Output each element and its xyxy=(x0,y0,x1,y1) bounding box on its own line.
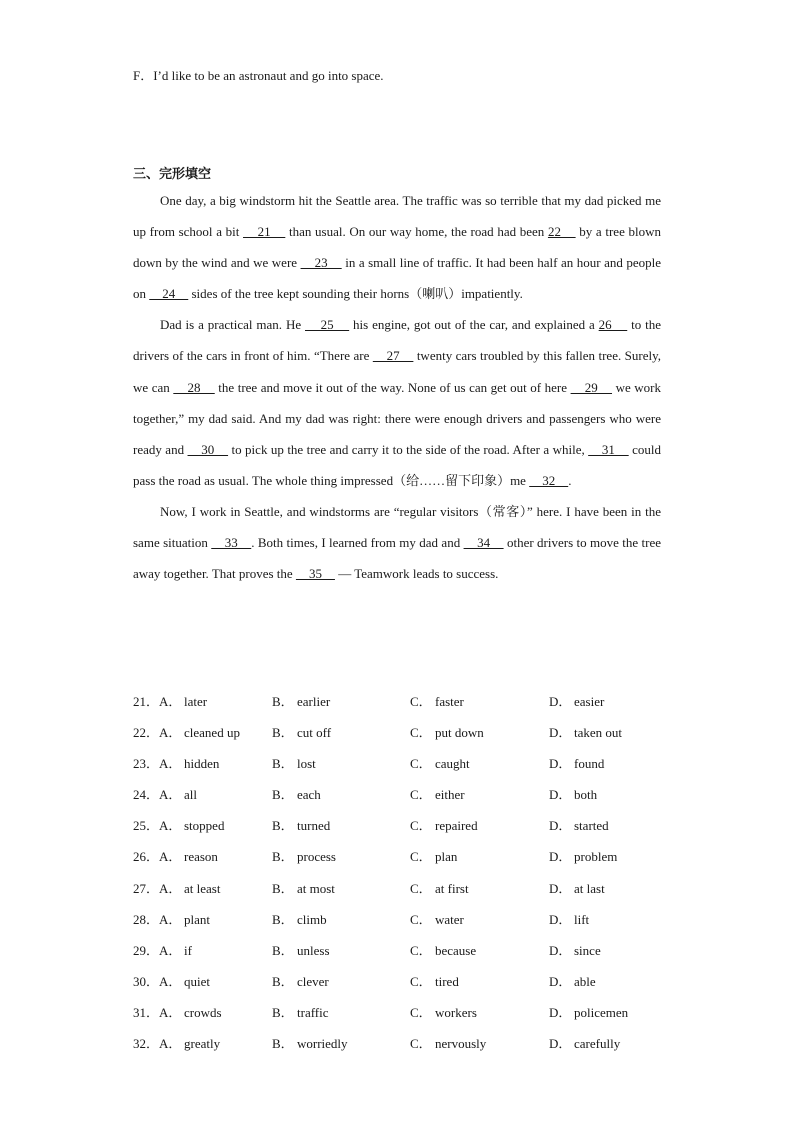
answer-option xyxy=(410,841,457,872)
option-text: at least xyxy=(184,880,221,896)
blank-number: 35 xyxy=(295,566,335,582)
answer-option xyxy=(549,1028,620,1059)
option-letter: C． xyxy=(410,880,432,896)
passage-text: other drivers to move the tree away together. That proves the xyxy=(133,535,661,582)
option-text: quiet xyxy=(184,973,210,989)
passage-paragraph xyxy=(133,309,661,496)
option-text: since xyxy=(574,942,601,958)
answer-option xyxy=(549,686,604,717)
answer-option xyxy=(272,748,316,779)
option-letter: B． xyxy=(272,849,294,865)
option-text: climb xyxy=(297,911,327,927)
option-text: nervously xyxy=(435,1036,487,1052)
option-letter: B． xyxy=(272,973,294,989)
option-text: earlier xyxy=(297,694,331,709)
section-title: 三、完形填空 xyxy=(133,167,212,182)
option-text: hidden xyxy=(184,756,220,772)
option-letter: B． xyxy=(272,880,294,896)
passage-text: could pass the road as usual. The whole thing impressed（给……留下印象）me xyxy=(133,441,662,488)
option-letter: C． xyxy=(410,756,432,772)
answer-option xyxy=(272,841,336,872)
option-letter: B． xyxy=(272,756,294,772)
option-text: workers xyxy=(435,1004,477,1020)
question-row xyxy=(133,748,693,779)
option-letter: C． xyxy=(410,1036,432,1052)
passage-text: . xyxy=(568,472,572,488)
blank-number: 28 xyxy=(173,379,215,395)
question-number: 24． xyxy=(133,787,160,803)
answer-option xyxy=(549,748,604,779)
answer-option xyxy=(549,841,617,872)
answer-option xyxy=(159,1028,220,1059)
option-text: at first xyxy=(435,880,469,896)
answer-option xyxy=(272,904,327,935)
option-text: plant xyxy=(184,911,210,927)
question-number: 27． xyxy=(133,880,160,896)
passage-text: One day, a big windstorm hit the Seattle area. The traffic was so terrible that my dad picked me up from school a bit xyxy=(133,193,661,240)
option-text: started xyxy=(574,818,609,834)
answer-option xyxy=(410,904,464,935)
option-text: cleaned up xyxy=(184,725,240,741)
blank-number: 32 xyxy=(529,472,569,488)
option-letter: C． xyxy=(410,911,432,927)
option-letter: A． xyxy=(159,911,182,927)
option-text: stopped xyxy=(184,818,225,834)
answer-option xyxy=(159,935,192,966)
answer-option xyxy=(159,997,222,1028)
question-number: 29． xyxy=(133,942,160,958)
option-text: all xyxy=(184,787,197,803)
option-letter: A． xyxy=(159,1004,182,1020)
option-letter: C． xyxy=(410,849,432,865)
option-text: tired xyxy=(435,973,459,989)
question-row xyxy=(133,686,693,717)
option-letter: D． xyxy=(549,1036,572,1052)
option-letter: A． xyxy=(159,787,182,803)
option-letter: A． xyxy=(159,818,182,834)
answer-option xyxy=(159,779,197,810)
answer-option xyxy=(272,810,330,841)
passage-text: the tree and move it out of the way. None of us can get out of here xyxy=(214,379,571,395)
question-row xyxy=(133,997,693,1028)
answer-option xyxy=(272,717,331,748)
passage-paragraph xyxy=(133,185,661,309)
option-text: taken out xyxy=(574,725,623,741)
option-text: plan xyxy=(435,849,458,865)
option-text: unless xyxy=(297,942,330,958)
passage-text: Now, I work in Seattle, and windstorms are “regular visitors（常客）” here. I have been in the same situation xyxy=(133,503,661,551)
passage-text: his engine, got out of the car, and explained a xyxy=(349,317,599,333)
answer-option xyxy=(549,935,601,966)
blank-number: 26 xyxy=(598,317,628,333)
answer-option xyxy=(272,686,330,717)
answer-option xyxy=(549,717,622,748)
option-text: at most xyxy=(297,880,335,896)
option-text: turned xyxy=(297,818,331,834)
answer-option xyxy=(159,841,218,872)
option-letter: A． xyxy=(159,973,182,989)
option-letter: D． xyxy=(549,880,572,896)
answer-option xyxy=(549,810,609,841)
answer-option xyxy=(549,966,596,997)
answer-option xyxy=(549,904,589,935)
option-letter: B． xyxy=(272,725,294,741)
answer-option xyxy=(272,1028,348,1059)
question-number: 25． xyxy=(133,818,160,834)
question-number: 23． xyxy=(133,756,160,772)
option-text: reason xyxy=(184,849,218,865)
passage-text: we work together,” my dad said. And my dad was right: there were enough drivers and passengers who were ready and xyxy=(133,379,661,457)
option-text: traffic xyxy=(297,1004,329,1020)
answer-option xyxy=(410,966,459,997)
answer-option xyxy=(410,873,469,904)
option-text: greatly xyxy=(184,1036,221,1052)
question-number: 21． xyxy=(133,694,160,709)
answer-option xyxy=(549,779,597,810)
option-text: policemen xyxy=(574,1004,629,1020)
question-row xyxy=(133,1028,693,1059)
answer-option xyxy=(410,935,476,966)
answer-option xyxy=(159,717,240,748)
option-letter: B． xyxy=(272,1004,294,1020)
answer-option xyxy=(159,686,207,717)
question-row xyxy=(133,841,693,872)
option-text: cut off xyxy=(297,725,332,741)
option-text: lost xyxy=(297,756,316,772)
passage-text: by a tree blown down by the wind and we were xyxy=(133,224,662,271)
answer-option xyxy=(272,997,329,1028)
option-letter: B． xyxy=(272,694,294,709)
blank-number: 22 xyxy=(547,224,576,240)
option-letter: A． xyxy=(159,849,182,865)
option-letter: B． xyxy=(272,787,294,803)
option-text: crowds xyxy=(184,1004,222,1020)
answer-option xyxy=(159,748,219,779)
passage-text: than usual. On our way home, the road had been xyxy=(285,224,548,240)
question-row xyxy=(133,810,693,841)
cloze-passage xyxy=(133,185,661,589)
option-letter: C． xyxy=(410,973,432,989)
option-text: easier xyxy=(574,694,605,709)
passage-text: . Both times, I learned from my dad and xyxy=(251,535,464,551)
blank-number: 31 xyxy=(588,441,629,457)
option-text: process xyxy=(297,849,336,865)
answer-option xyxy=(549,997,628,1028)
option-letter: B． xyxy=(272,942,294,958)
option-letter: C． xyxy=(410,942,432,958)
option-text: faster xyxy=(435,694,464,709)
option-letter: D． xyxy=(549,694,572,709)
option-letter: A． xyxy=(159,756,182,772)
option-text: able xyxy=(574,973,596,989)
answer-option xyxy=(272,935,330,966)
option-text: clever xyxy=(297,973,329,989)
passage-text: sides of the tree kept sounding their horns（喇叭）impatiently. xyxy=(188,286,523,302)
question-number: 30． xyxy=(133,973,160,989)
passage-text: in a small line of traffic. It had been half an hour and people on xyxy=(133,255,662,302)
option-text: problem xyxy=(574,849,618,865)
blank-number: 33 xyxy=(211,535,252,551)
option-text: if xyxy=(184,942,192,958)
question-row xyxy=(133,717,693,748)
answer-option xyxy=(410,779,465,810)
answer-option xyxy=(410,686,464,717)
question-row xyxy=(133,873,693,904)
answer-option xyxy=(159,873,220,904)
option-text: water xyxy=(435,911,464,927)
option-text: caught xyxy=(435,756,470,772)
option-text: put down xyxy=(435,725,484,741)
answer-option xyxy=(159,966,210,997)
answer-option xyxy=(272,873,335,904)
option-letter: B． xyxy=(272,818,294,834)
passage-text: to the drivers of the cars in front of him. “There are xyxy=(133,317,662,364)
option-f-line: F．I’d like to be an astronaut and go into space. xyxy=(133,68,384,83)
option-letter: D． xyxy=(549,725,572,741)
option-letter: D． xyxy=(549,1004,572,1020)
option-text: lift xyxy=(574,911,590,927)
option-text: worriedly xyxy=(297,1036,348,1052)
question-row xyxy=(133,966,693,997)
option-letter: A． xyxy=(159,725,182,741)
answer-option xyxy=(410,810,478,841)
passage-paragraph xyxy=(133,496,661,589)
option-letter: D． xyxy=(549,849,572,865)
blank-number: 27 xyxy=(372,348,414,364)
option-text: because xyxy=(435,942,477,958)
option-letter: D． xyxy=(549,818,572,834)
question-number: 28． xyxy=(133,911,160,927)
option-letter: C． xyxy=(410,787,432,803)
option-text: carefully xyxy=(574,1036,621,1052)
option-text: each xyxy=(297,787,321,803)
option-letter: D． xyxy=(549,942,572,958)
question-row xyxy=(133,779,693,810)
passage-text: to pick up the tree and carry it to the side of the road. After a while, xyxy=(228,441,589,457)
option-letter: C． xyxy=(410,694,432,709)
blank-number: 25 xyxy=(305,317,350,333)
answer-option xyxy=(410,717,484,748)
blank-number: 29 xyxy=(570,379,613,395)
passage-text: — Teamwork leads to success. xyxy=(334,566,499,582)
option-letter: A． xyxy=(159,880,182,896)
option-text: both xyxy=(574,787,598,803)
option-letter: D． xyxy=(549,911,572,927)
option-text: either xyxy=(435,787,465,803)
option-text: at last xyxy=(574,880,605,896)
option-letter: A． xyxy=(159,942,182,958)
blank-number: 21 xyxy=(243,224,286,240)
passage-text: twenty cars troubled by this fallen tree. Surely, we can xyxy=(133,348,662,395)
answer-option xyxy=(549,873,605,904)
answer-option xyxy=(159,904,210,935)
blank-number: 34 xyxy=(463,535,504,551)
answer-option xyxy=(410,997,477,1028)
answer-option xyxy=(159,810,224,841)
option-letter: D． xyxy=(549,756,572,772)
question-number: 22． xyxy=(133,725,160,741)
question-options-list xyxy=(133,686,693,1059)
option-letter: A． xyxy=(159,694,182,709)
answer-option xyxy=(272,779,321,810)
answer-option xyxy=(410,1028,486,1059)
blank-number: 23 xyxy=(300,255,342,271)
question-number: 32． xyxy=(133,1036,160,1052)
option-letter: C． xyxy=(410,818,432,834)
option-letter: B． xyxy=(272,1036,294,1052)
passage-text: Dad is a practical man. He xyxy=(160,317,305,333)
blank-number: 30 xyxy=(187,441,229,457)
option-text: found xyxy=(574,756,605,772)
question-number: 26． xyxy=(133,849,160,865)
option-letter: A． xyxy=(159,1036,182,1052)
question-row xyxy=(133,904,693,935)
blank-number: 24 xyxy=(149,286,189,302)
option-letter: D． xyxy=(549,973,572,989)
answer-option xyxy=(410,748,470,779)
question-number: 31． xyxy=(133,1004,160,1020)
option-letter: C． xyxy=(410,1004,432,1020)
option-letter: C． xyxy=(410,725,432,741)
option-text: repaired xyxy=(435,818,478,834)
answer-option xyxy=(272,966,329,997)
option-letter: D． xyxy=(549,787,572,803)
option-text: later xyxy=(184,694,208,709)
option-letter: B． xyxy=(272,911,294,927)
question-row xyxy=(133,935,693,966)
